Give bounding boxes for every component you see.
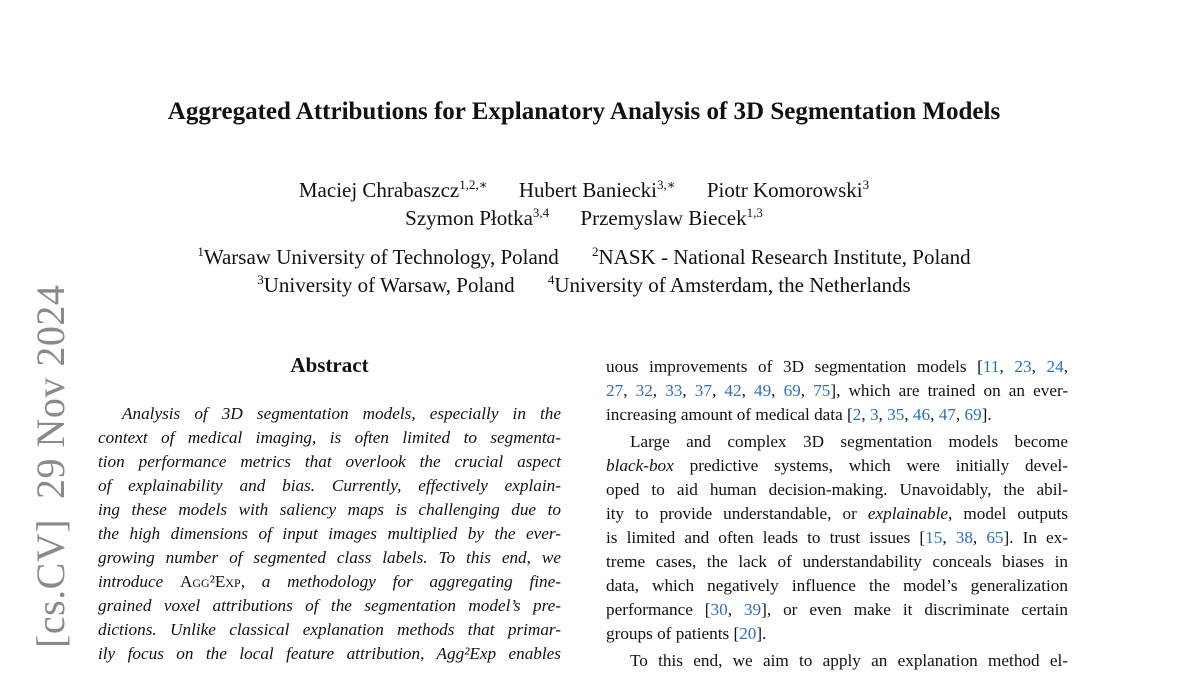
citation-link[interactable]: 75: [813, 381, 831, 400]
affiliation-line-1: [0, 245, 1168, 270]
affiliation: $^2$NASK - National Research Institute, Poland: [592, 244, 971, 269]
body-line: oped to aid human decision-making. Unavoidably, the abil-: [606, 480, 1068, 499]
citation-link[interactable]: 32: [635, 381, 653, 400]
citation-link[interactable]: 49: [753, 381, 772, 400]
abstract-line: dictions. Unlike classical explanation methods that primar-: [98, 620, 561, 639]
citation-link[interactable]: 35: [887, 405, 905, 424]
author: Hubert Baniecki$^{3,∗}$: [518, 177, 676, 202]
author: Przemyslaw Biecek$^{1,3}$: [580, 205, 763, 230]
abstract-line: of explainability and bias. Currently, effectively explain-: [98, 476, 561, 495]
body-line: treme cases, the lack of understandability conceals biases in: [606, 552, 1068, 571]
citation-link[interactable]: 37: [694, 381, 712, 400]
citation-link[interactable]: 23: [1014, 357, 1032, 376]
citation-link[interactable]: 3: [869, 405, 879, 424]
citation-link[interactable]: 46: [912, 405, 931, 424]
abstract-line: context of medical imaging, is often limited to segmenta-: [98, 428, 561, 447]
abstract-line: Analysis of 3D segmentation models, especially in the: [122, 404, 561, 423]
citation-link[interactable]: 30: [710, 600, 728, 619]
citation-link[interactable]: 47: [938, 405, 956, 424]
body-line: groups of patients [20].: [606, 624, 767, 643]
abstract-line: tion performance metrics that overlook the crucial aspect: [98, 452, 561, 471]
arxiv-date: 29 Nov 2024: [28, 284, 73, 499]
body-line: performance [30, 39], or even make it discriminate certain: [606, 600, 1068, 619]
citation-link[interactable]: 69: [783, 381, 801, 400]
citation-link[interactable]: 38: [955, 528, 973, 547]
abstract-line: ily focus on the local feature attribution, Agg²Exp enables: [98, 644, 561, 663]
paper-title: Aggregated Attributions for Explanatory Analysis of 3D Segmentation Models: [167, 98, 1001, 125]
arxiv-category: [cs.CV]: [28, 518, 73, 648]
intro-text: [606, 355, 1068, 673]
body-line: 27, 32, 33, 37, 42, 49, 69, 75], which are trained on an ever-: [606, 381, 1069, 400]
author: Szymon Płotka$^{3,4}$: [405, 205, 550, 230]
abstract-line: grained voxel attributions of the segmentation model’s pre-: [98, 596, 561, 615]
affiliation: $^4$University of Amsterdam, the Netherlands: [547, 272, 911, 297]
citation-link[interactable]: 24: [1046, 357, 1064, 376]
author-line-1: [0, 178, 1168, 203]
body-line: To this end, we aim to apply an explanation method el-: [630, 651, 1068, 670]
body-line: uous improvements of 3D segmentation models [11, 23, 24,: [606, 357, 1069, 376]
citation-link[interactable]: 65: [986, 528, 1004, 547]
method-name: Agg²Exp: [179, 572, 241, 591]
citation-link[interactable]: 42: [724, 381, 742, 400]
body-line: data, which negatively influence the model’s generalization: [606, 576, 1068, 595]
abstract-heading: Abstract: [290, 353, 369, 377]
arxiv-stamp: [26, 284, 76, 648]
citation-link[interactable]: 69: [964, 405, 982, 424]
body-line: Large and complex 3D segmentation models become: [630, 432, 1068, 451]
body-line: is limited and often leads to trust issues [15, 38, 65]. In ex-: [606, 528, 1069, 547]
abstract-line: the high dimensions of input images multiplied by the ever-: [98, 524, 561, 543]
citation-link[interactable]: 33: [665, 381, 683, 400]
abstract-text: [98, 402, 561, 666]
body-line: black-box predictive systems, which were initially devel-: [606, 456, 1068, 475]
citation-link[interactable]: 27: [606, 381, 624, 400]
citation-link[interactable]: 11: [982, 357, 1000, 376]
author-line-2: [0, 206, 1168, 231]
affiliation: $^1$Warsaw University of Technology, Poland: [197, 244, 559, 269]
citation-link[interactable]: 2: [852, 405, 862, 424]
author: Maciej Chrabaszcz$^{1,2,∗}$: [298, 177, 488, 202]
body-line: increasing amount of medical data [2, 3, 35, 46, 47, 69].: [606, 405, 992, 424]
abstract-line: ing these models with saliency maps is challenging due to: [98, 500, 561, 519]
author: Piotr Komorowski$^3$: [706, 177, 870, 202]
affiliation: $^3$University of Warsaw, Poland: [257, 272, 515, 297]
abstract-line: introduce Agg²Exp, a methodology for aggregating fine-: [98, 572, 561, 591]
citation-link[interactable]: 20: [739, 624, 757, 643]
citation-link[interactable]: 15: [925, 528, 943, 547]
citation-link[interactable]: 39: [743, 600, 762, 619]
abstract-line: growing number of segmented class labels. To this end, we: [98, 548, 561, 567]
body-line: ity to provide understandable, or explainable, model outputs: [606, 504, 1068, 523]
affiliation-line-2: [0, 273, 1168, 298]
